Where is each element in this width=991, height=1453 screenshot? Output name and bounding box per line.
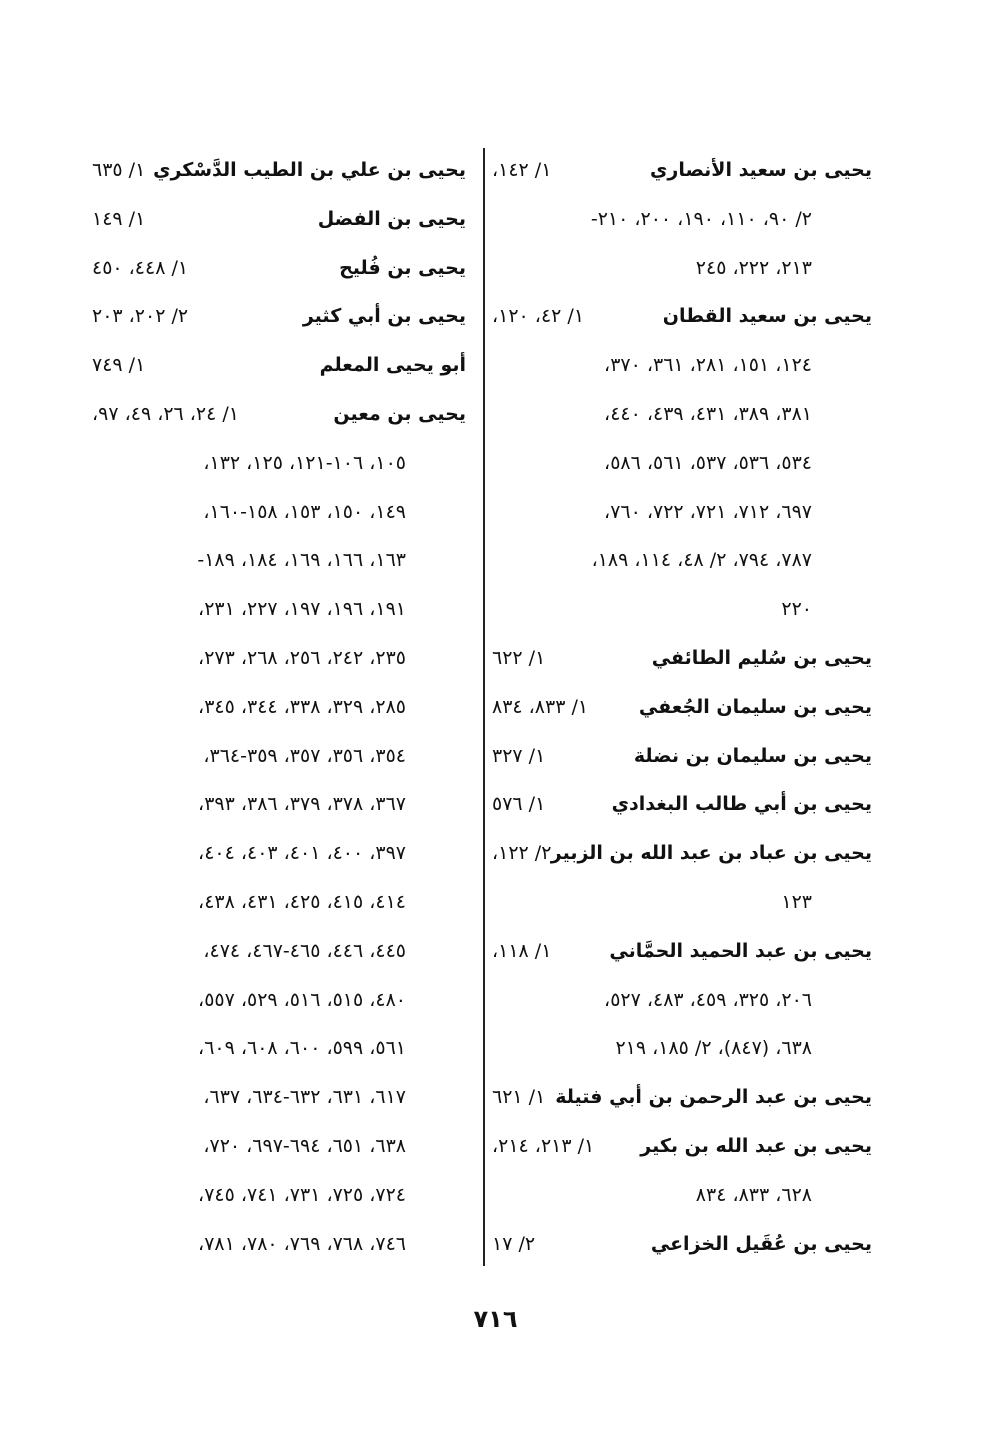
continuation-refs: ٦٢٨، ٨٣٣، ٨٣٤ bbox=[695, 1183, 812, 1206]
continuation-refs: ٦٣٨، ٦٥١، ٦٩٤-٦٩٧، ٧٢٠، bbox=[203, 1134, 406, 1157]
entry-continuation bbox=[92, 585, 466, 634]
entry-continuation bbox=[492, 976, 872, 1025]
continuation-refs: ١٠٥، ١٠٦-١٢١، ١٢٥، ١٣٢، bbox=[203, 451, 406, 474]
entry-continuation bbox=[92, 976, 466, 1025]
index-entry bbox=[492, 683, 872, 732]
index-entry bbox=[492, 1122, 872, 1171]
entry-continuation bbox=[492, 536, 872, 585]
entry-refs: ١/ ٥٧٦ bbox=[492, 793, 546, 816]
continuation-refs: ٧٨٧، ٧٩٤، ٢/ ٤٨، ١١٤، ١٨٩، bbox=[591, 549, 812, 572]
index-entry bbox=[92, 195, 466, 244]
right-index-column bbox=[492, 146, 872, 1268]
index-entry bbox=[92, 390, 466, 439]
entry-continuation bbox=[92, 780, 466, 829]
entry-continuation bbox=[492, 195, 872, 244]
continuation-refs: ٥٦١، ٥٩٩، ٦٠٠، ٦٠٨، ٦٠٩، bbox=[198, 1037, 406, 1060]
entry-refs: ١/ ١٤٩ bbox=[92, 207, 146, 230]
continuation-refs: ٣٦٧، ٣٧٨، ٣٧٩، ٣٨٦، ٣٩٣، bbox=[198, 793, 406, 816]
continuation-refs: ١٦٣، ١٦٦، ١٦٩، ١٨٤، ١٨٩- bbox=[197, 549, 406, 572]
continuation-refs: ١٢٣ bbox=[781, 890, 812, 913]
entry-refs: ٢/ ١٢٢، bbox=[492, 842, 552, 865]
entry-continuation bbox=[92, 1024, 466, 1073]
index-entry bbox=[492, 732, 872, 781]
index-entry bbox=[492, 634, 872, 683]
entry-name: يحيى بن عبد الرحمن بن أبي فتيلة bbox=[555, 1086, 872, 1109]
entry-continuation bbox=[492, 341, 872, 390]
entry-refs: ١/ ٤٤٨، ٤٥٠ bbox=[92, 256, 189, 279]
index-entry bbox=[92, 146, 466, 195]
entry-continuation bbox=[492, 1171, 872, 1220]
index-entry bbox=[92, 341, 466, 390]
entry-refs: ١/ ٣٢٧ bbox=[492, 744, 546, 767]
entry-continuation bbox=[492, 1024, 872, 1073]
entry-continuation bbox=[92, 732, 466, 781]
index-entry bbox=[492, 927, 872, 976]
entry-name: يحيى بن عُقَيل الخزاعي bbox=[650, 1232, 872, 1255]
entry-name: يحيى بن عباد بن عبد الله بن الزبير bbox=[550, 842, 872, 865]
entry-continuation bbox=[92, 1122, 466, 1171]
entry-continuation bbox=[92, 878, 466, 927]
entry-continuation bbox=[92, 1220, 466, 1269]
entry-name: يحيى بن عبد الله بن بكير bbox=[640, 1134, 872, 1157]
continuation-refs: ٤١٤، ٤١٥، ٤٢٥، ٤٣١، ٤٣٨، bbox=[198, 890, 406, 913]
entry-name: يحيى بن علي بن الطيب الدَّسْكري bbox=[153, 159, 466, 181]
index-entry bbox=[92, 292, 466, 341]
continuation-refs: ٣٨١، ٣٨٩، ٤٣١، ٤٣٩، ٤٤٠، bbox=[604, 402, 812, 425]
entry-name: أبو يحيى المعلم bbox=[319, 354, 466, 377]
entry-continuation bbox=[92, 829, 466, 878]
entry-name: يحيى بن معين bbox=[333, 402, 466, 425]
entry-refs: ١/ ٨٣٣، ٨٣٤ bbox=[492, 695, 589, 718]
entry-continuation bbox=[492, 878, 872, 927]
continuation-refs: ٣٩٧، ٤٠٠، ٤٠١، ٤٠٣، ٤٠٤، bbox=[198, 842, 406, 865]
continuation-refs: ٢٨٥، ٣٢٩، ٣٣٨، ٣٤٤، ٣٤٥، bbox=[198, 695, 406, 718]
entry-continuation bbox=[92, 488, 466, 537]
entry-refs: ١/ ٦٢٢ bbox=[492, 646, 546, 669]
continuation-refs: ٣٥٤، ٣٥٦، ٣٥٧، ٣٥٩-٣٦٤، bbox=[203, 744, 406, 767]
entry-continuation bbox=[92, 536, 466, 585]
entry-name: يحيى بن سعيد القطان bbox=[662, 305, 872, 328]
continuation-refs: ٢١٣، ٢٢٢، ٢٤٥ bbox=[695, 256, 812, 279]
continuation-refs: ٥٣٤، ٥٣٦، ٥٣٧، ٥٦١، ٥٨٦، bbox=[604, 451, 812, 474]
left-index-column bbox=[92, 146, 466, 1268]
continuation-refs: ٦٩٧، ٧١٢، ٧٢١، ٧٢٢، ٧٦٠، bbox=[604, 500, 812, 523]
entry-name: يحيى بن أبي كثير bbox=[302, 305, 466, 328]
entry-continuation bbox=[492, 390, 872, 439]
continuation-refs: ١٩١، ١٩٦، ١٩٧، ٢٢٧، ٢٣١، bbox=[198, 598, 406, 621]
continuation-refs: ٧٢٤، ٧٢٥، ٧٣١، ٧٤١، ٧٤٥، bbox=[198, 1183, 406, 1206]
entry-continuation bbox=[492, 244, 872, 293]
entry-refs: ١/ ٧٤٩ bbox=[92, 354, 146, 377]
continuation-refs: ٤٤٥، ٤٤٦، ٤٦٥-٤٦٧، ٤٧٤، bbox=[203, 939, 406, 962]
entry-continuation bbox=[92, 927, 466, 976]
entry-name: يحيى بن الفضل bbox=[317, 207, 466, 230]
page-number: ٧١٦ bbox=[473, 1305, 518, 1333]
entry-continuation bbox=[92, 634, 466, 683]
continuation-refs: ٢٠٦، ٣٢٥، ٤٥٩، ٤٨٣، ٥٢٧، bbox=[604, 988, 812, 1011]
entry-refs: ١/ ٦٣٥ bbox=[92, 159, 146, 181]
index-entry bbox=[492, 1073, 872, 1122]
index-entry bbox=[492, 829, 872, 878]
entry-name: يحيى بن سليمان بن نضلة bbox=[633, 744, 872, 767]
entry-name: يحيى بن سعيد الأنصاري bbox=[649, 159, 872, 181]
entry-refs: ١/ ٦٢١ bbox=[492, 1086, 546, 1109]
index-entry bbox=[492, 780, 872, 829]
continuation-refs: ٧٤٦، ٧٦٨، ٧٦٩، ٧٨٠، ٧٨١، bbox=[198, 1232, 406, 1255]
index-entry bbox=[492, 292, 872, 341]
entry-name: يحيى بن فُليح bbox=[339, 256, 466, 279]
continuation-refs: ٢٣٥، ٢٤٢، ٢٥٦، ٢٦٨، ٢٧٣، bbox=[198, 646, 406, 669]
entry-refs: ١/ ٢٤، ٢٦، ٤٩، ٩٧، bbox=[92, 402, 240, 425]
entry-refs: ١/ ١١٨، bbox=[492, 939, 552, 962]
entry-continuation bbox=[92, 439, 466, 488]
entry-refs: ١/ ٤٢، ١٢٠، bbox=[492, 305, 585, 328]
entry-continuation bbox=[92, 1171, 466, 1220]
continuation-refs: ٢/ ٩٠، ١١٠، ١٩٠، ٢٠٠، ٢١٠- bbox=[590, 207, 812, 230]
entry-continuation bbox=[92, 1073, 466, 1122]
entry-refs: ١/ ١٤٢، bbox=[492, 159, 552, 181]
continuation-refs: ١٢٤، ١٥١، ٢٨١، ٣٦١، ٣٧٠، bbox=[604, 354, 812, 377]
continuation-refs: ٦١٧، ٦٣١، ٦٣٢-٦٣٤، ٦٣٧، bbox=[203, 1086, 406, 1109]
entry-name: يحيى بن أبي طالب البغدادي bbox=[611, 793, 872, 816]
entry-continuation bbox=[492, 585, 872, 634]
index-entry bbox=[92, 244, 466, 293]
entry-name: يحيى بن سُليم الطائفي bbox=[651, 646, 872, 669]
entry-refs: ٢/ ٢٠٢، ٢٠٣ bbox=[92, 305, 189, 328]
entry-continuation bbox=[492, 439, 872, 488]
column-divider bbox=[483, 148, 485, 1266]
entry-refs: ١/ ٢١٣، ٢١٤، bbox=[492, 1134, 595, 1157]
continuation-refs: ٤٨٠، ٥١٥، ٥١٦، ٥٢٩، ٥٥٧، bbox=[198, 988, 406, 1011]
continuation-refs: ٢٢٠ bbox=[781, 598, 812, 621]
entry-continuation bbox=[492, 488, 872, 537]
entry-name: يحيى بن سليمان الجُعفي bbox=[638, 695, 872, 718]
continuation-refs: ٦٣٨، (٨٤٧)، ٢/ ١٨٥، ٢١٩ bbox=[615, 1037, 812, 1060]
index-entry bbox=[492, 146, 872, 195]
entry-refs: ٢/ ١٧ bbox=[492, 1232, 536, 1255]
continuation-refs: ١٤٩، ١٥٠، ١٥٣، ١٥٨-١٦٠، bbox=[203, 500, 406, 523]
index-entry bbox=[492, 1220, 872, 1269]
entry-name: يحيى بن عبد الحميد الحمَّاني bbox=[609, 939, 872, 962]
entry-continuation bbox=[92, 683, 466, 732]
